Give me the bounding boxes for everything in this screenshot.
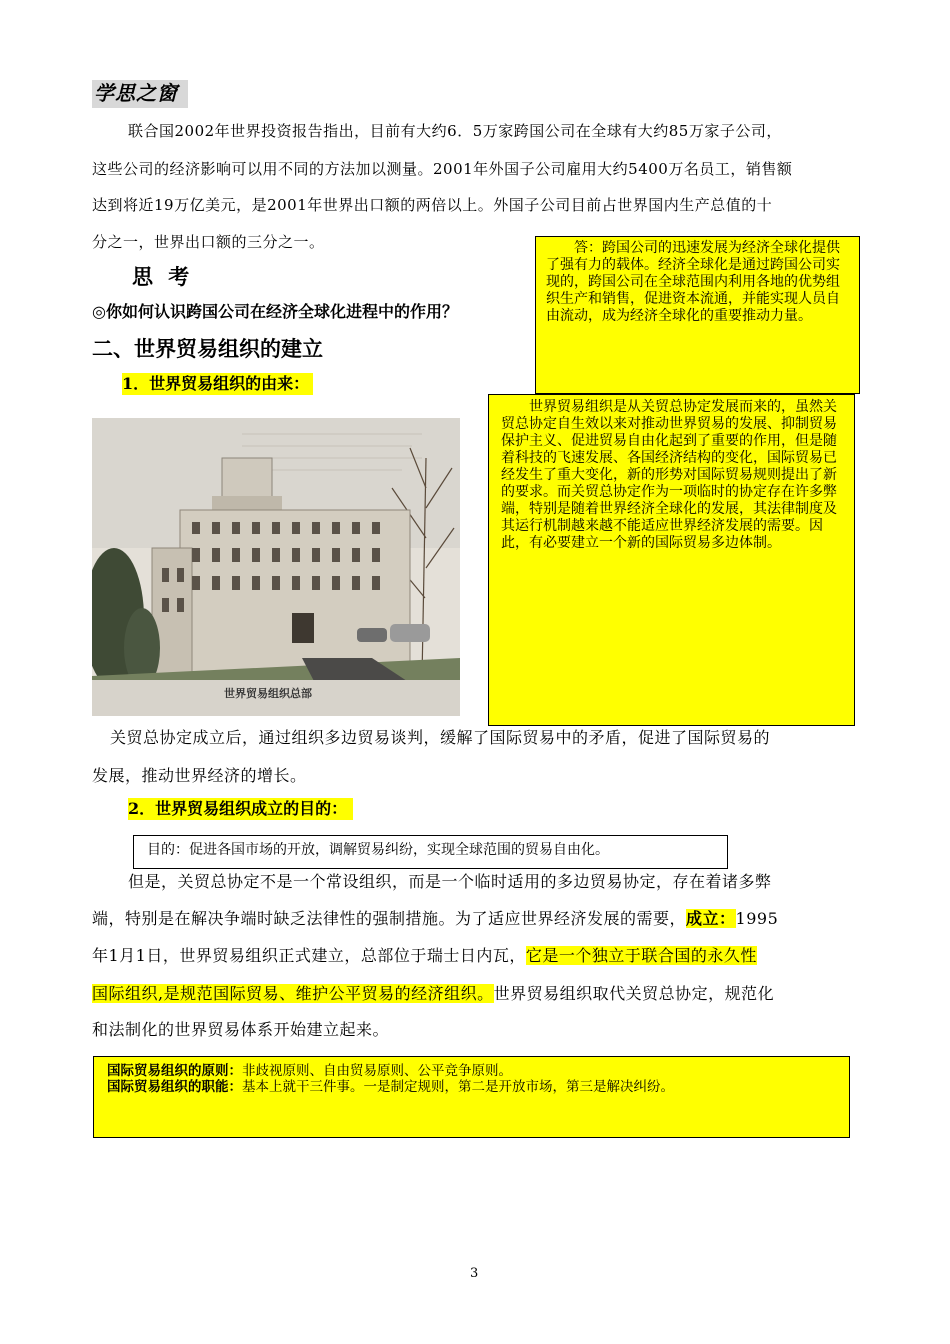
founding-line-5: 和法制化的世界贸易体系开始建立起来。 — [92, 1020, 390, 1039]
headquarters-building-illustration — [92, 418, 460, 716]
wto-headquarters-photo — [92, 418, 460, 716]
intro-line-3: 达到将近19万亿美元，是2001年世界出口额的两倍以上。外国子公司目前占世界国内生产总值的十 — [92, 196, 773, 214]
think-heading: 思 考 — [132, 264, 194, 289]
founding-line-1: 但是，关贸总协定不是一个常设组织，而是一个临时适用的多边贸易协定，存在着诸多弊 — [128, 872, 772, 891]
photo-caption: 世界贸易组织总部 — [224, 687, 312, 700]
gatt-line-2: 发展，推动世界经济的增长。 — [92, 766, 307, 785]
principles-box — [93, 1056, 850, 1138]
principles-text: 非歧视原则、自由贸易原则、公平竞争原则。 — [242, 1063, 512, 1079]
subheading-origin: 1．世界贸易组织的由来： — [122, 373, 313, 395]
founding-highlight-1: 它是一个独立于联合国的永久性 — [525, 946, 757, 965]
intro-line-4: 分之一，世界出口额的三分之一。 — [92, 233, 325, 251]
founding-line-2 — [92, 903, 778, 935]
gatt-line-1: 关贸总协定成立后，通过组织多边贸易谈判，缓解了国际贸易中的矛盾，促进了国际贸易的 — [110, 728, 771, 747]
founding-line-3 — [92, 940, 757, 972]
intro-line-1: 联合国2002年世界投资报告指出，目前有大约6．5万家跨国公司在全球有大约85万家子公司， — [128, 122, 782, 140]
founding-line-4 — [92, 978, 774, 1010]
subheading-purpose: 2．世界贸易组织成立的目的： — [128, 798, 353, 820]
founding-highlight-2: 国际组织,是规范国际贸易、维护公平贸易的经济组织。 — [92, 984, 494, 1003]
page-number: 3 — [470, 1266, 479, 1281]
founding-line-4-text: 世界贸易组织取代关贸总协定，规范化 — [493, 984, 775, 1003]
answer-box — [535, 236, 860, 394]
purpose-box — [133, 835, 728, 869]
principles-label: 国际贸易组织的原则： — [107, 1063, 242, 1079]
wto-background-text: 世界贸易组织是从关贸总协定发展而来的，虽然关贸总协定自生效以来对推动世界贸易的发展、抑制贸易保护主义、促进贸易自由化起到了重要的作用，但是随着科技的飞速发展、各国经济结构的变化，国际贸易已经发生了重大变化，新的形势对国际贸易规则提出了新的要求。而关贸总协定作为一项临时的协定存在许多弊端，特别是随着世界经济全球化的发展，其法律制度及其运行机制越来越不能适应世界经济发展的需要。因此，有必要建立一个新的国际贸易多边体制。 — [501, 399, 837, 551]
functions-row — [107, 1079, 849, 1095]
answer-text: 答：跨国公司的迅速发展为经济全球化提供了强有力的载体。经济全球化是通过跨国公司实现的，跨国公司在全球范围内利用各地的优势组织生产和销售，促进资本流通，并能实现人员自由流动，成为经济全球化的重要推动力量。 — [546, 240, 840, 324]
principles-row — [107, 1063, 849, 1079]
functions-label: 国际贸易组织的职能： — [107, 1079, 242, 1095]
purpose-text: 目的：促进各国市场的开放，调解贸易纠纷，实现全球范围的贸易自由化。 — [147, 842, 609, 858]
founding-date-label: 成立： — [686, 909, 736, 928]
question-text: ◎你如何认识跨国公司在经济全球化进程中的作用？ — [92, 302, 458, 321]
wto-background-box — [488, 394, 855, 726]
founding-year: 1995 — [735, 909, 779, 928]
founding-line-2-text: 端，特别是在解决争端时缺乏法律性的强制措施。为了适应世界经济发展的需要， — [92, 909, 687, 928]
founding-line-3-text: 年1月1日，世界贸易组织正式建立，总部位于瑞士日内瓦， — [92, 946, 526, 965]
section-title-text: 学思之窗 — [94, 81, 178, 105]
chapter-heading: 二、世界贸易组织的建立 — [92, 336, 323, 361]
intro-line-2: 这些公司的经济影响可以用不同的方法加以测量。2001年外国子公司雇用大约5400万名员工，销售额 — [92, 160, 793, 178]
functions-text: 基本上就干三件事。一是制定规则，第二是开放市场，第三是解决纠纷。 — [242, 1079, 674, 1095]
